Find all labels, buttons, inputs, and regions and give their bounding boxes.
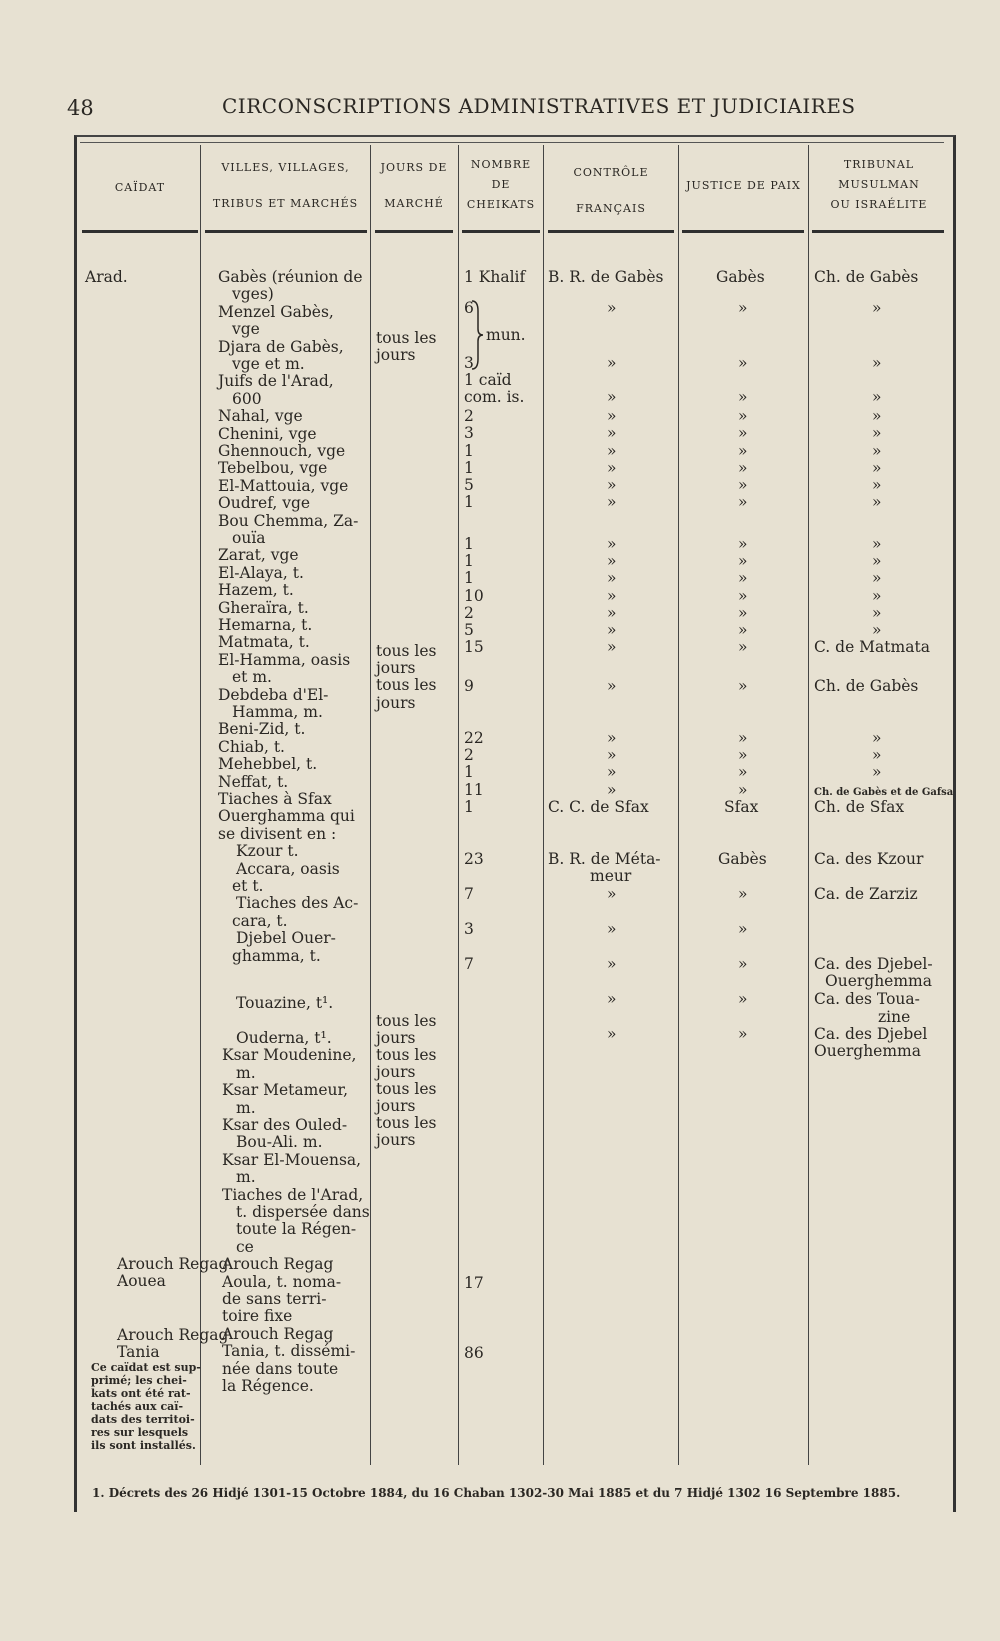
ditto-mark: » <box>872 459 882 477</box>
ditto-mark: » <box>872 493 882 511</box>
place-name-line: El-Hamma, oasis <box>218 650 351 669</box>
place-name-line: Chenini, vge <box>218 424 317 443</box>
place-name-line: Hemarna, t. <box>218 616 313 634</box>
cheikat-count: 1 <box>464 798 474 816</box>
cheikat-count: 1 <box>464 552 474 570</box>
ditto-mark: » <box>607 885 617 903</box>
ditto-mark: » <box>607 763 617 781</box>
place-name-line: m. <box>236 1063 256 1082</box>
ditto-mark: » <box>607 638 617 656</box>
cheikat-count: 5 <box>464 621 474 639</box>
caidat-name: Arouch Regag <box>117 1255 229 1273</box>
header-jours-line: MARCHÉ <box>384 197 444 210</box>
footnote: 1. Décrets des 26 Hidjé 1301-15 Octobre 1884, du 16 Chaban 1302-30 Mai 1885 et du 7 Hidjé 1302 16 Septembre 1885. <box>92 1486 901 1500</box>
market-day-line: tous les <box>376 329 437 347</box>
cheikat-count: 1 caïd <box>464 371 512 389</box>
tribunal-seat: Ch. de Gabès <box>814 677 919 695</box>
place-name-line: la Régence. <box>222 1377 314 1395</box>
tribunal-seat: Ouerghemma <box>814 1042 921 1060</box>
market-day-line: jours <box>376 1131 416 1149</box>
ditto-mark: » <box>872 424 882 442</box>
ditto-mark: » <box>738 638 748 656</box>
place-name-line: Ksar El-Mouensa, <box>222 1150 362 1169</box>
place-name-line: Neffat, t. <box>218 772 289 791</box>
place-name-line: Hamma, m. <box>232 703 323 721</box>
place-name-line: 600 <box>232 389 262 408</box>
ditto-mark: » <box>738 552 748 570</box>
ditto-mark: » <box>738 535 748 553</box>
place-name-line: Ksar des Ouled- <box>222 1116 348 1134</box>
cheikat-count: 1 Khalif <box>464 268 526 286</box>
ditto-mark: » <box>607 587 617 605</box>
ditto-mark: » <box>872 442 882 460</box>
ditto-mark: » <box>607 493 617 511</box>
ditto-mark: » <box>738 920 748 938</box>
ditto-mark: » <box>738 354 748 372</box>
ditto-mark: » <box>872 388 882 406</box>
cheikat-count: com. is. <box>464 388 525 406</box>
header-rule <box>375 230 453 233</box>
cheikat-count: 1 <box>464 569 474 587</box>
tribunal-seat: Ca. des Djebel- <box>814 955 933 973</box>
cheikat-count: 23 <box>464 850 484 868</box>
header-villes-line: VILLES, VILLAGES, <box>221 161 350 174</box>
ditto-mark: » <box>607 535 617 553</box>
ditto-mark: » <box>607 388 617 406</box>
ditto-mark: » <box>607 459 617 477</box>
cheikat-count: 17 <box>464 1274 484 1292</box>
tribunal-seat: Ca. des Kzour <box>814 850 924 868</box>
table-frame-inner-rule <box>80 142 944 143</box>
running-title: CIRCONSCRIPTIONS ADMINISTRATIVES ET JUDICIAIRES <box>222 94 856 118</box>
tribunal-seat: Ouerghemma <box>825 972 932 990</box>
controle-office: meur <box>590 867 632 885</box>
ditto-mark: » <box>738 746 748 764</box>
place-name-line: ghamma, t. <box>232 946 321 965</box>
place-name-line: se divisent en : <box>218 824 337 843</box>
market-day-line: tous les <box>376 1080 437 1098</box>
ditto-mark: » <box>607 990 617 1008</box>
place-name-line: Touazine, t¹. <box>236 994 334 1012</box>
cheikat-count: 86 <box>464 1344 484 1362</box>
caidat-name: Tania <box>117 1343 160 1361</box>
ditto-mark: » <box>738 587 748 605</box>
justice-seat: Gabès <box>716 268 765 286</box>
cheikat-count: 6 <box>464 299 474 317</box>
header-nombre <box>460 155 542 215</box>
caidat-note-line: ils sont installés. <box>91 1439 196 1452</box>
market-day-line: jours <box>376 1029 416 1047</box>
ditto-mark: » <box>607 569 617 587</box>
place-name-line: Debdeba d'El- <box>218 685 329 704</box>
place-name-line: Tebelbou, vge <box>218 459 328 478</box>
place-name-line: Menzel Gabès, <box>218 302 334 321</box>
cheikat-count: 3 <box>464 354 474 372</box>
header-justice: JUSTICE DE PAIX <box>686 179 801 192</box>
place-name-line: Matmata, t. <box>218 633 310 652</box>
market-day-line: jours <box>376 659 416 677</box>
ditto-mark: » <box>872 407 882 425</box>
brace-symbol <box>470 299 484 371</box>
place-name-line: Ouderna, t¹. <box>236 1029 332 1047</box>
ditto-mark: » <box>607 1025 617 1043</box>
cheikat-count: 7 <box>464 885 474 903</box>
tribunal-seat: Ca. des Djebel <box>814 1025 928 1043</box>
cheikat-count: 2 <box>464 604 474 622</box>
ditto-mark: » <box>607 781 617 799</box>
header-rule <box>462 230 540 233</box>
cheikat-count: 15 <box>464 638 484 656</box>
place-name-line: Djebel Ouer- <box>236 929 336 948</box>
tribunal-seat: Ch. de Gabès et de Gafsa <box>814 787 954 798</box>
place-name-line: Zarat, vge <box>218 546 299 565</box>
column-divider <box>370 145 371 1465</box>
caidat-name: Arad. <box>85 268 128 286</box>
place-name-line: Bou-Ali. m. <box>236 1133 323 1152</box>
ditto-mark: » <box>738 493 748 511</box>
market-day-line: tous les <box>376 642 437 660</box>
ditto-mark: » <box>872 587 882 605</box>
place-name-line: ce <box>236 1237 254 1256</box>
place-name-line: m. <box>236 1098 256 1117</box>
ditto-mark: » <box>872 569 882 587</box>
tribunal-seat: Ca. des Toua- <box>814 990 920 1008</box>
place-name-line: Tiaches à Sfax <box>218 790 332 808</box>
ditto-mark: » <box>872 354 882 372</box>
tribunal-seat: Ch. de Gabès <box>814 268 919 286</box>
place-name-line: Djara de Gabès, <box>218 337 344 356</box>
ditto-mark: » <box>607 424 617 442</box>
ditto-mark: » <box>738 388 748 406</box>
caidat-note-line: tachés aux caï- <box>91 1400 184 1413</box>
place-name-line: Oudref, vge <box>218 494 311 513</box>
header-tribunal <box>810 155 948 215</box>
caidat-note-line: primé; les chei- <box>91 1374 187 1387</box>
market-day-line: tous les <box>376 1114 437 1132</box>
cheikat-count: 3 <box>464 424 474 442</box>
column-divider <box>808 145 809 1465</box>
tribunal-seat: Ch. de Sfax <box>814 798 905 816</box>
ditto-mark: » <box>738 990 748 1008</box>
ditto-mark: » <box>872 763 882 781</box>
ditto-mark: » <box>607 604 617 622</box>
place-name-line: Accara, oasis <box>236 859 340 878</box>
place-name-line: Kzour t. <box>236 842 299 861</box>
place-name-line: Aoula, t. noma- <box>222 1272 342 1291</box>
justice-seat: Gabès <box>718 850 767 868</box>
caidat-name: Arouch Regag <box>117 1326 229 1344</box>
market-day-line: tous les <box>376 1046 437 1064</box>
caidat-note-line: kats ont été rat- <box>91 1387 191 1400</box>
place-name-line: vge <box>232 320 260 339</box>
ditto-mark: » <box>738 677 748 695</box>
ditto-mark: » <box>872 476 882 494</box>
ditto-mark: » <box>607 476 617 494</box>
ditto-mark: » <box>607 920 617 938</box>
header-rule <box>205 230 367 233</box>
ditto-mark: » <box>738 763 748 781</box>
cheikat-count: 11 <box>464 781 484 799</box>
tribunal-seat: zine <box>878 1008 911 1026</box>
market-day-line: jours <box>376 346 416 364</box>
ditto-mark: » <box>872 299 882 317</box>
place-name-line: ouïa <box>232 529 266 547</box>
cheikat-count: 1 <box>464 535 474 553</box>
cheikat-count: 1 <box>464 442 474 460</box>
ditto-mark: » <box>872 729 882 747</box>
header-rule <box>548 230 674 233</box>
cheikat-count: 1 <box>464 459 474 477</box>
ditto-mark: » <box>738 1025 748 1043</box>
cheikat-count: 1 <box>464 763 474 781</box>
place-name-line: Bou Chemma, Za- <box>218 511 359 530</box>
place-name-line: Ouerghamma qui <box>218 807 355 826</box>
ditto-mark: » <box>607 955 617 973</box>
ditto-mark: » <box>738 781 748 799</box>
cheikat-count: 9 <box>464 677 474 695</box>
place-name-line: Ghennouch, vge <box>218 442 346 460</box>
ditto-mark: » <box>738 955 748 973</box>
ditto-mark: » <box>738 569 748 587</box>
ditto-mark: » <box>738 407 748 425</box>
controle-office: B. R. de Gabès <box>548 268 664 286</box>
header-villes-line: TRIBUS ET MARCHÉS <box>212 197 359 210</box>
place-name-line: Chiab, t. <box>218 737 285 756</box>
caidat-note-line: res sur lesquels <box>91 1426 189 1439</box>
cheikat-count: 2 <box>464 407 474 425</box>
caidat-note-line: Ce caïdat est sup- <box>91 1361 201 1374</box>
place-name-line: cara, t. <box>232 911 288 930</box>
place-name-line: Beni-Zid, t. <box>218 720 306 739</box>
ditto-mark: » <box>738 424 748 442</box>
place-name-line: et t. <box>232 877 264 895</box>
ditto-mark: » <box>738 729 748 747</box>
ditto-mark: » <box>872 535 882 553</box>
column-divider <box>678 145 679 1465</box>
place-name-line: Ksar Moudenine, <box>222 1046 357 1065</box>
header-controle <box>545 155 677 227</box>
ditto-mark: » <box>738 476 748 494</box>
controle-office: B. R. de Méta- <box>548 850 661 868</box>
place-name-line: El-Alaya, t. <box>218 563 304 582</box>
justice-seat: Sfax <box>724 798 759 816</box>
ditto-mark: » <box>607 442 617 460</box>
cheikat-count: 22 <box>464 729 484 747</box>
header-villes <box>203 150 368 222</box>
header-nombre-line: NOMBRE <box>470 158 532 171</box>
cheikat-count: 7 <box>464 955 474 973</box>
place-name-line: née dans toute <box>222 1359 339 1378</box>
header-tribunal-line: OU ISRAÉLITE <box>830 198 928 211</box>
ditto-mark: » <box>872 604 882 622</box>
ditto-mark: » <box>738 604 748 622</box>
place-name-line: Gheraïra, t. <box>218 598 309 617</box>
ditto-mark: » <box>607 407 617 425</box>
ditto-mark: » <box>607 621 617 639</box>
header-controle-line: CONTRÔLE <box>573 166 649 179</box>
place-name-line: m. <box>236 1168 256 1187</box>
header-rule <box>82 230 198 233</box>
ditto-mark: » <box>738 459 748 477</box>
place-name-line: Tania, t. dissémi- <box>222 1342 356 1361</box>
ditto-mark: » <box>607 746 617 764</box>
header-nombre-line: DE <box>491 178 511 191</box>
place-name-line: toute la Régen- <box>236 1220 357 1239</box>
place-name-line: de sans terri- <box>222 1290 327 1308</box>
header-rule <box>812 230 944 233</box>
ditto-mark: » <box>738 885 748 903</box>
place-name-line: El-Mattouia, vge <box>218 476 349 495</box>
place-name-line: Arouch Regag <box>222 1324 334 1343</box>
ditto-mark: » <box>607 552 617 570</box>
market-day-line: tous les <box>376 676 437 694</box>
ditto-mark: » <box>607 729 617 747</box>
ditto-mark: » <box>738 299 748 317</box>
controle-office: C. C. de Sfax <box>548 798 649 816</box>
place-name-line: Arouch Regag <box>222 1255 334 1274</box>
caidat-name: Aouea <box>117 1272 166 1290</box>
ditto-mark: » <box>738 621 748 639</box>
place-name-line: Tiaches de l'Arad, <box>222 1185 364 1204</box>
header-jours <box>372 150 456 222</box>
place-name-line: Ksar Metameur, <box>222 1081 349 1100</box>
place-name-line: Nahal, vge <box>218 407 303 426</box>
header-rule <box>682 230 804 233</box>
header-controle-line: FRANÇAIS <box>576 202 646 215</box>
place-name-line: vges) <box>232 285 274 304</box>
cheikat-count: 3 <box>464 920 474 938</box>
ditto-mark: » <box>607 299 617 317</box>
place-name-line: et m. <box>232 668 272 687</box>
market-day-line: jours <box>376 1097 416 1115</box>
header-jours-line: JOURS DE <box>380 161 448 174</box>
header-tribunal-line: TRIBUNAL <box>843 158 915 171</box>
market-day-line: jours <box>376 1063 416 1081</box>
place-name-line: Juifs de l'Arad, <box>218 372 334 391</box>
place-name-line: toire fixe <box>222 1307 293 1326</box>
cheikat-count: mun. <box>486 326 526 344</box>
page-number: 48 <box>67 96 94 120</box>
ditto-mark: » <box>738 442 748 460</box>
cheikat-count: 1 <box>464 493 474 511</box>
market-day-line: tous les <box>376 1012 437 1030</box>
place-name-line: Tiaches des Ac- <box>236 894 359 913</box>
ditto-mark: » <box>872 746 882 764</box>
market-day-line: jours <box>376 694 416 712</box>
place-name-line: Gabès (réunion de <box>218 268 363 286</box>
ditto-mark: » <box>872 621 882 639</box>
cheikat-count: 10 <box>464 587 484 605</box>
cheikat-count: 2 <box>464 746 474 764</box>
ditto-mark: » <box>607 354 617 372</box>
tribunal-seat: C. de Matmata <box>814 638 930 656</box>
ditto-mark: » <box>872 552 882 570</box>
ditto-mark: » <box>607 677 617 695</box>
cheikat-count: 5 <box>464 476 474 494</box>
header-nombre-line: CHEIKATS <box>466 198 536 211</box>
place-name-line: vge et m. <box>232 355 305 373</box>
column-divider <box>543 145 544 1465</box>
column-divider <box>458 145 459 1465</box>
tribunal-seat: Ca. de Zarziz <box>814 885 918 903</box>
place-name-line: Mehebbel, t. <box>218 755 318 774</box>
place-name-line: t. dispersée dans <box>236 1203 370 1221</box>
header-tribunal-line: MUSULMAN <box>838 178 920 191</box>
place-name-line: Hazem, t. <box>218 581 294 600</box>
header-caidat: CAÏDAT <box>114 181 166 194</box>
caidat-note-line: dats des territoi- <box>91 1413 195 1426</box>
